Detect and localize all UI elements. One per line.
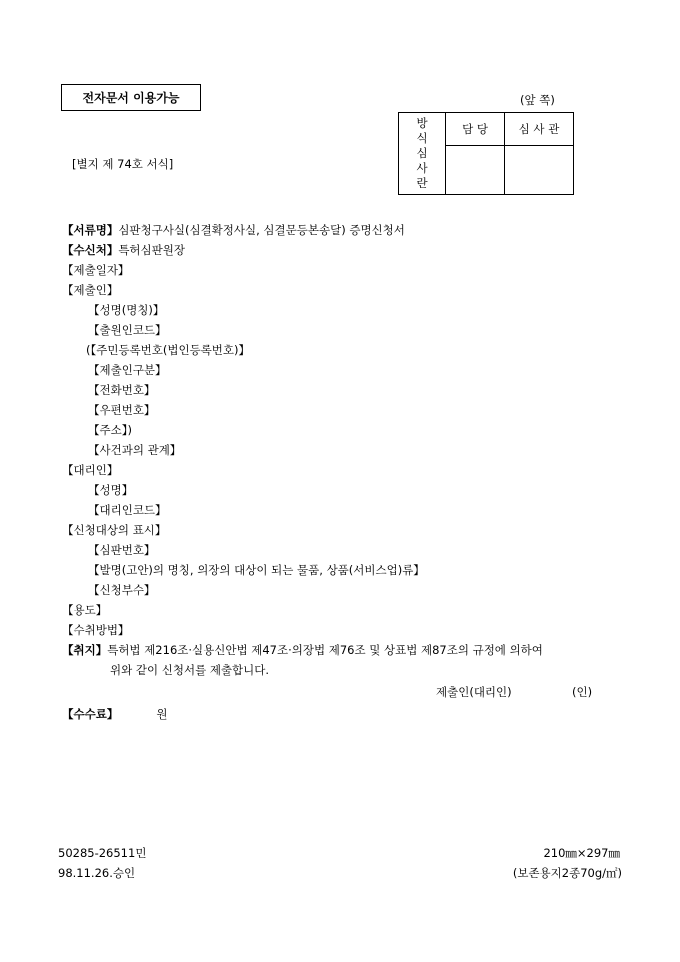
doc-name-label: 【서류명】 bbox=[62, 223, 119, 237]
purpose-label: 【취지】 bbox=[62, 643, 108, 657]
review-box-staff-cell bbox=[446, 146, 505, 195]
submit-date-field: 【제출일자】 bbox=[62, 263, 130, 277]
doc-name-value: 심판청구사실(심결확정사실, 심결문등본송달) 증명신청서 bbox=[118, 223, 405, 237]
applicant-code-field: 【출원인코드】 bbox=[88, 323, 167, 337]
recipient-label: 【수신처】 bbox=[62, 243, 119, 257]
copies-field: 【신청부수】 bbox=[88, 583, 156, 597]
trial-number-field: 【심판번호】 bbox=[88, 543, 156, 557]
target-display-field: 【신청대상의 표시】 bbox=[62, 523, 167, 537]
purpose-line-1: 특허법 제216조·실용신안법 제47조·의장법 제76조 및 상표법 제87조의 규정에 의하여 bbox=[107, 643, 543, 657]
front-page-label: (앞 쪽) bbox=[520, 93, 555, 107]
usage-field: 【용도】 bbox=[62, 603, 108, 617]
review-box-examiner-header: 심 사 관 bbox=[505, 113, 574, 146]
approval-date: 98.11.26.승인 bbox=[58, 866, 136, 880]
agent-code-field: 【대리인코드】 bbox=[88, 503, 167, 517]
goods-field: 【발명(고안)의 명칭, 의장의 대상이 되는 물품, 상품(서비스업)류】 bbox=[88, 563, 425, 577]
postal-code-field: 【우편번호】 bbox=[88, 403, 156, 417]
side-char: 심 bbox=[416, 146, 428, 160]
review-box-examiner-cell bbox=[505, 146, 574, 195]
purpose-field bbox=[62, 642, 543, 658]
fee-unit: 원 bbox=[156, 707, 168, 721]
agent-name-field: 【성명】 bbox=[88, 483, 134, 497]
address-field: 【주소】) bbox=[88, 423, 132, 437]
side-char: 란 bbox=[416, 176, 428, 190]
phone-field: 【전화번호】 bbox=[88, 383, 156, 397]
side-char: 방 bbox=[416, 116, 428, 130]
name-field: 【성명(명칭)】 bbox=[88, 303, 165, 317]
resident-number-field: (【주민등록번호(법인등록번호)】 bbox=[86, 343, 251, 357]
side-char: 사 bbox=[416, 161, 428, 175]
paper-type: (보존용지2종70g/㎡) bbox=[512, 866, 622, 880]
submitter-field: 【제출인】 bbox=[62, 283, 119, 297]
receive-method-field: 【수취방법】 bbox=[62, 623, 130, 637]
recipient-field bbox=[62, 242, 185, 258]
form-code: 50285-26511민 bbox=[58, 846, 147, 860]
doc-name-field bbox=[62, 222, 405, 238]
submitter-type-field: 【제출인구분】 bbox=[88, 363, 167, 377]
review-box-staff-header: 담 당 bbox=[446, 113, 505, 146]
purpose-line-2: 위와 같이 신청서를 제출합니다. bbox=[110, 663, 270, 677]
paper-size: 210㎜×297㎜ bbox=[543, 846, 620, 860]
signer-label: 제출인(대리인) bbox=[436, 685, 512, 699]
agent-field: 【대리인】 bbox=[62, 463, 119, 477]
seal-mark: (인) bbox=[572, 685, 593, 699]
electronic-document-label: 전자문서 이용가능 bbox=[61, 84, 201, 111]
fee-label: 【수수료】 bbox=[62, 707, 119, 721]
recipient-value: 특허심판원장 bbox=[118, 243, 185, 257]
review-box-side-label bbox=[399, 113, 446, 195]
review-box bbox=[398, 112, 574, 195]
form-number: [별지 제 74호 서식] bbox=[72, 157, 174, 171]
case-relation-field: 【사건과의 관계】 bbox=[88, 443, 182, 457]
fee-field bbox=[62, 706, 167, 722]
side-char: 식 bbox=[416, 131, 428, 145]
